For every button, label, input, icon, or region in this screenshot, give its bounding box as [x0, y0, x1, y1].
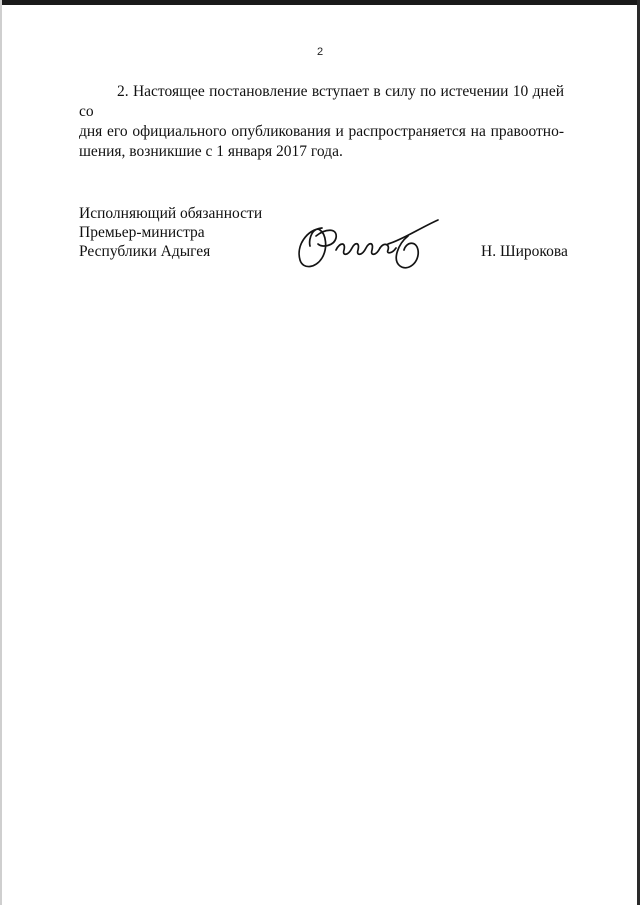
decree-paragraph [79, 82, 564, 162]
signatory-name: Н. Широкова [481, 243, 568, 260]
paragraph-line-2: дня его официального опубликования и распространяется на правоотно- [79, 123, 564, 140]
handwritten-signature [292, 214, 442, 276]
paragraph-line-3: шения, возникшие с 1 января 2017 года. [79, 143, 343, 160]
scan-left-edge [0, 0, 2, 905]
signatory-position-line-2: Премьер-министра [79, 224, 205, 241]
signatory-position-line-1: Исполняющий обязанности [79, 205, 263, 222]
scan-top-border [0, 0, 640, 5]
page-number: 2 [316, 46, 324, 58]
signatory-position-line-3: Республики Адыгея [79, 243, 211, 260]
paragraph-line-1: 2. Настоящее постановление вступает в силу по истечении 10 дней со [79, 83, 564, 120]
